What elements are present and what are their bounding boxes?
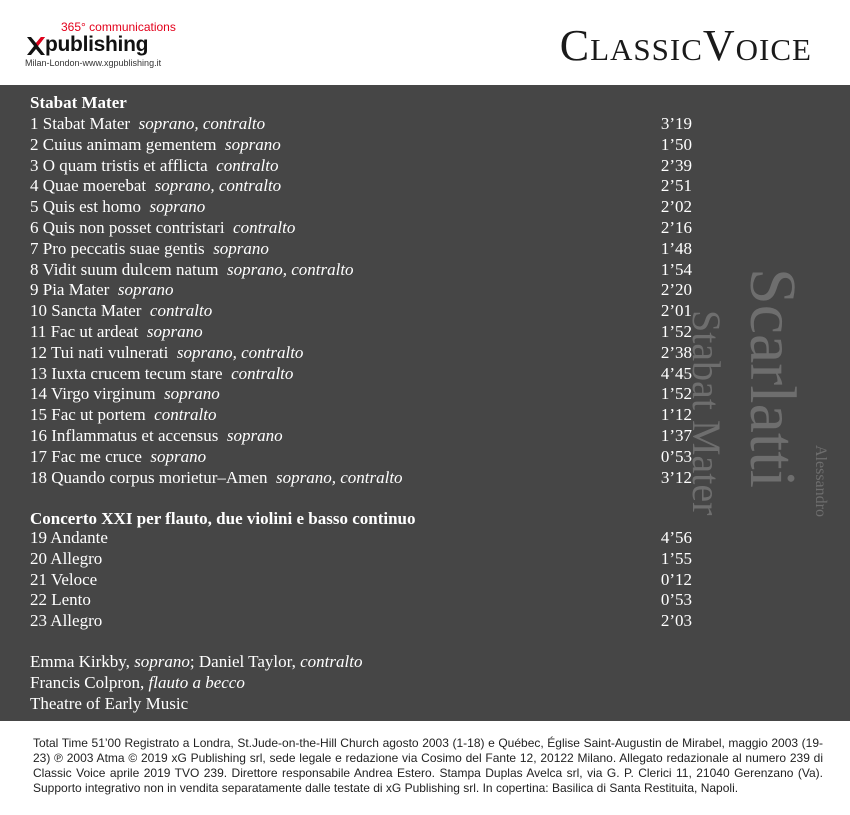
- track-row: [30, 322, 692, 343]
- track-row: [30, 218, 692, 239]
- track-duration: 1’12: [660, 405, 692, 425]
- track-duration: 2’16: [660, 218, 692, 237]
- track-title: [30, 176, 281, 196]
- track-title: [30, 343, 303, 363]
- xg-mark-icon: [25, 34, 45, 58]
- track-name: 6 Quis non posset contristari: [30, 218, 225, 237]
- track-voice: soprano, contralto: [138, 114, 266, 133]
- track-voice: soprano: [213, 238, 269, 258]
- track-title: [30, 468, 403, 488]
- flutist-name: Francis Colpron,: [30, 673, 145, 692]
- track-name: 13 Iuxta crucem tecum stare: [30, 363, 223, 383]
- track-row: [30, 239, 692, 260]
- track-name: 10 Sancta Mater: [30, 301, 142, 321]
- track-duration: 4’45: [660, 363, 692, 383]
- singer-1-name: Emma Kirkby,: [30, 652, 130, 671]
- track-duration: 1’54: [660, 259, 692, 279]
- track-row: [30, 156, 692, 177]
- track-name: 12 Tui nati vulnerati: [30, 342, 169, 362]
- track-voice: soprano, contralto: [154, 176, 282, 196]
- track-title: [30, 218, 295, 238]
- track-voice: soprano: [149, 197, 206, 217]
- singer-2-role: contralto: [300, 652, 363, 671]
- track-name: 16 Inflammatus et accensus: [30, 426, 219, 445]
- track-row: [30, 280, 692, 301]
- track-title: [30, 114, 265, 134]
- concerto-heading: Concerto XXI per flauto, due violini e basso continuo: [30, 509, 416, 528]
- track-name: 14 Virgo virginum: [30, 384, 156, 404]
- track-name: 2 Cuius animam gementem: [30, 134, 217, 154]
- header: [0, 0, 850, 85]
- track-name: 7 Pro peccatis suae gentis: [30, 238, 205, 258]
- track-name: 15 Fac ut portem: [30, 405, 146, 425]
- footer-credits: Total Time 51’00 Registrato a Londra, St.Jude-on-the-Hill Church agosto 2003 (1-18) e Québec, Église Saint-Augustin de Mirabel, maggio 2003 (19-23) ℗ 2003 Atma © 2019 xG Publishing srl, sede legale e redazione via Cosimo del Fante 12, 20122 Milano. Allegato redazionale al numero 239 di Classic Voice aprile 2019 TVO 239. Direttore responsabile Andrea Estero. Stampa Duplas Avelca srl, via G. P. Clerici 11, 21040 Gerenzano (Va). Supporto integrativo non in vendita separatamente dalle testate di xG Publishing srl. In copertina: Basilica di Santa Restituita, Napoli.: [33, 736, 823, 795]
- track-duration: 2’51: [660, 176, 692, 196]
- track-row: [30, 135, 692, 156]
- track-name: 3 O quam tristis et afflicta: [30, 155, 208, 175]
- track-voice: soprano: [164, 384, 220, 404]
- classic-voice-brand: ClassicVoice: [559, 21, 812, 70]
- track-voice: contralto: [231, 363, 294, 383]
- flutist-role: flauto a becco: [148, 673, 245, 692]
- logo-wordmark: publishing: [45, 33, 149, 56]
- track-title: [30, 426, 283, 446]
- track-row: [30, 590, 692, 611]
- track-row: [30, 528, 692, 549]
- stabat-mater-heading: Stabat Mater: [30, 93, 127, 112]
- track-name: 8 Vidit suum dulcem natum: [30, 259, 219, 279]
- track-duration: 3’19: [660, 114, 692, 133]
- track-name: 5 Quis est homo: [30, 197, 141, 217]
- track-title: [30, 405, 217, 425]
- track-title: [30, 611, 102, 631]
- track-name: 18 Quando corpus morietur–Amen: [30, 467, 268, 487]
- track-title: [30, 528, 108, 548]
- singer-2-name: Daniel Taylor,: [198, 652, 296, 671]
- track-duration: 1’52: [660, 384, 692, 404]
- track-voice: contralto: [149, 301, 213, 321]
- track-row: [30, 260, 692, 281]
- track-title: [30, 549, 102, 569]
- track-row: [30, 176, 692, 197]
- track-title: [30, 364, 293, 384]
- track-duration: 2’02: [660, 197, 692, 217]
- track-row: [30, 364, 692, 385]
- track-duration: 1’52: [660, 322, 692, 341]
- track-duration: 2’39: [660, 155, 692, 175]
- track-title: [30, 447, 206, 467]
- track-voice: contralto: [216, 155, 279, 175]
- track-title: [30, 156, 279, 176]
- track-row: [30, 549, 692, 570]
- track-title: [30, 239, 269, 259]
- track-voice: soprano, contralto: [275, 467, 403, 487]
- logo-tagline: 365° communications: [61, 20, 176, 34]
- track-duration: 2’38: [660, 342, 692, 362]
- track-title: [30, 280, 174, 300]
- track-name: 1 Stabat Mater: [30, 114, 131, 133]
- credit-ensemble: Theatre of Early Music: [30, 694, 189, 713]
- track-voice: soprano: [146, 322, 203, 341]
- spine-work-title: Stabat Mater: [684, 310, 729, 516]
- track-name: 21 Veloce: [30, 569, 98, 589]
- track-name: 17 Fac me cruce: [30, 446, 142, 466]
- track-row: [30, 197, 692, 218]
- track-row: [30, 343, 692, 364]
- xg-publishing-logo: [25, 20, 185, 72]
- track-voice: contralto: [233, 218, 296, 237]
- track-duration: 0’12: [660, 569, 692, 589]
- singer-1-role: soprano: [134, 652, 190, 671]
- track-voice: soprano: [225, 134, 281, 154]
- track-row: [30, 384, 692, 405]
- track-voice: soprano, contralto: [176, 342, 304, 362]
- track-duration: 1’48: [660, 238, 692, 258]
- track-row: [30, 114, 692, 135]
- track-duration: 4’56: [660, 528, 692, 547]
- track-duration: 0’53: [660, 590, 692, 610]
- track-row: [30, 426, 692, 447]
- track-title: [30, 590, 91, 610]
- track-title: [30, 322, 203, 342]
- track-name: 9 Pia Mater: [30, 280, 110, 300]
- track-title: [30, 135, 281, 155]
- track-title: [30, 197, 205, 217]
- credit-separator: ;: [189, 652, 199, 671]
- track-row: [30, 301, 692, 322]
- track-row: [30, 447, 692, 468]
- track-title: [30, 570, 97, 590]
- track-duration: 1’50: [660, 134, 692, 154]
- track-duration: 1’55: [660, 548, 692, 568]
- track-title: [30, 301, 212, 321]
- track-duration: 0’53: [660, 446, 692, 466]
- track-voice: soprano, contralto: [227, 259, 354, 279]
- track-title: [30, 384, 220, 404]
- track-voice: contralto: [154, 405, 217, 425]
- track-title: [30, 260, 354, 280]
- credit-flute: [30, 673, 245, 693]
- track-row: [30, 611, 692, 632]
- track-duration: 2’03: [660, 611, 692, 631]
- track-name: 23 Allegro: [30, 611, 103, 631]
- composer-first-name: Alessandro: [812, 445, 829, 517]
- track-name: 22 Lento: [30, 590, 91, 610]
- composer-last-name: Scarlatti: [736, 268, 809, 488]
- track-duration: 1’37: [660, 426, 692, 445]
- credit-singers: [30, 652, 362, 672]
- track-name: 11 Fac ut ardeat: [30, 322, 139, 341]
- track-name: 20 Allegro: [30, 548, 103, 568]
- track-name: 4 Quae moerebat: [30, 176, 147, 196]
- track-row: [30, 468, 692, 489]
- track-voice: soprano: [117, 280, 174, 300]
- logo-subtitle: Milan-London-www.xgpublishing.it: [25, 58, 162, 68]
- track-voice: soprano: [226, 426, 283, 445]
- track-row: [30, 405, 692, 426]
- track-duration: 2’01: [660, 301, 692, 321]
- track-row: [30, 570, 692, 591]
- track-duration: 3’12: [660, 467, 692, 487]
- track-name: 19 Andante: [30, 528, 108, 547]
- track-duration: 2’20: [660, 280, 692, 300]
- track-voice: soprano: [150, 446, 207, 466]
